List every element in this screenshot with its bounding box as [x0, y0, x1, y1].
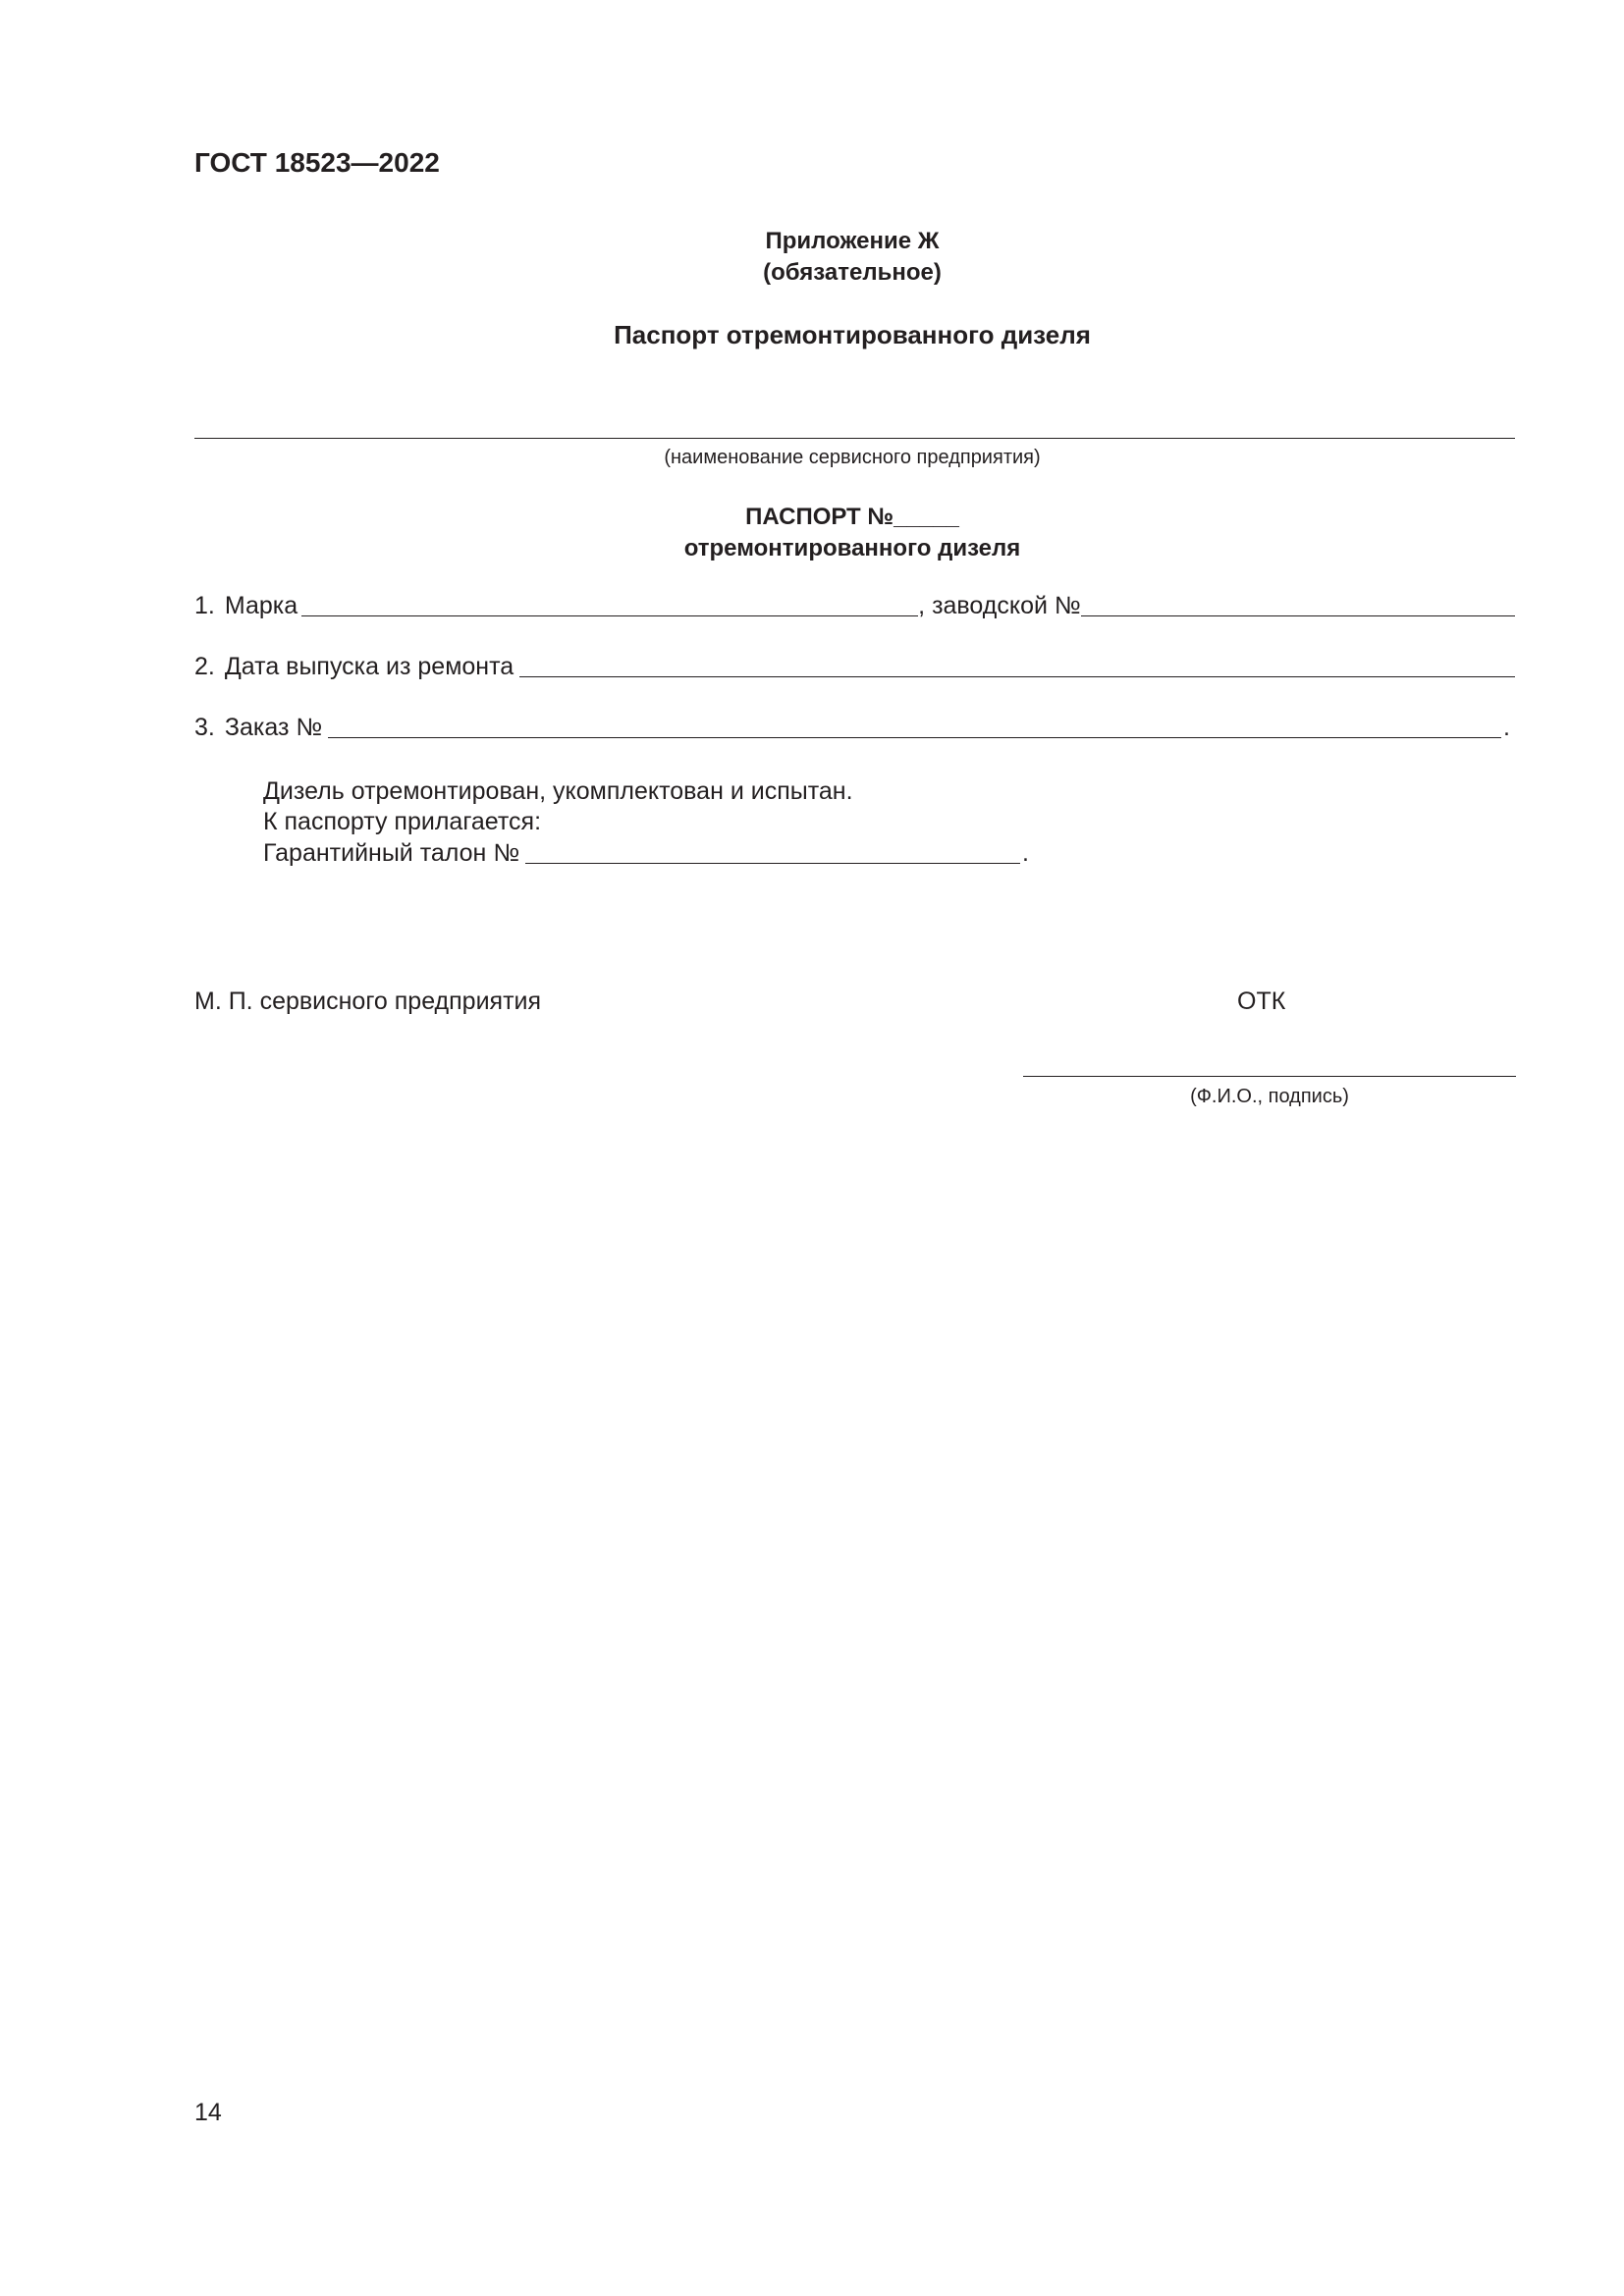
field-suffix: .: [1503, 714, 1510, 741]
order-number-blank[interactable]: [328, 714, 1501, 738]
factory-number-blank[interactable]: [1081, 592, 1515, 616]
warranty-number-blank[interactable]: [525, 839, 1020, 864]
field-number: 2.: [194, 653, 215, 680]
field-label: Марка: [224, 592, 298, 619]
field-release-date-row: [194, 648, 1515, 681]
enterprise-caption: (наименование сервисного предприятия): [664, 447, 1041, 468]
signature-caption: (Ф.И.О., подпись): [1190, 1086, 1349, 1107]
factory-number-label: , заводской №: [918, 592, 1081, 619]
annex-status: (обязательное): [763, 259, 942, 286]
warranty-suffix: .: [1022, 839, 1029, 867]
field-number: 1.: [194, 592, 215, 619]
note-attached: К паспорту прилагается:: [263, 808, 542, 835]
field-number: 3.: [194, 714, 215, 741]
standard-number: ГОСТ 18523—2022: [194, 147, 440, 178]
document-title: Паспорт отремонтированного дизеля: [614, 320, 1091, 349]
signature-line[interactable]: [1023, 1076, 1516, 1077]
field-label: Заказ №: [224, 714, 323, 741]
otk-label: ОТК: [1237, 988, 1286, 1015]
passport-subtitle: отремонтированного дизеля: [683, 535, 1021, 561]
field-brand-row: [194, 587, 1515, 620]
warranty-row: [263, 834, 1029, 868]
passport-title: ПАСПОРТ №_____: [745, 504, 959, 530]
field-order-row: [194, 709, 1510, 742]
brand-blank[interactable]: [301, 592, 918, 616]
page-number: 14: [194, 2099, 222, 2126]
stamp-label: М. П. сервисного предприятия: [194, 988, 542, 1015]
release-date-blank[interactable]: [519, 653, 1515, 677]
warranty-label: Гарантийный талон №: [263, 839, 520, 867]
field-label: Дата выпуска из ремонта: [224, 653, 514, 680]
enterprise-name-line[interactable]: [194, 438, 1515, 439]
note-repaired: Дизель отремонтирован, укомплектован и испытан.: [263, 777, 853, 805]
annex-title: Приложение Ж: [765, 228, 940, 254]
